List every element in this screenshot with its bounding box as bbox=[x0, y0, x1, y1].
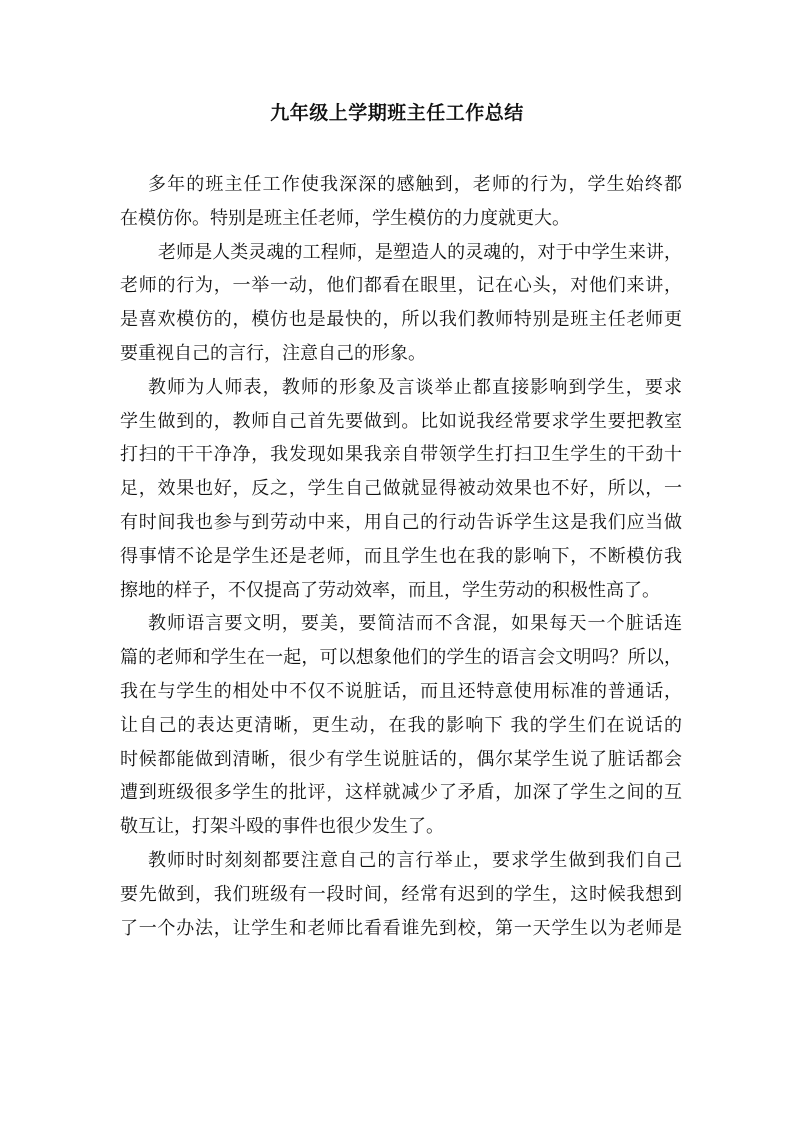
text-line: 多年的班主任工作使我深深的感触到，老师的行为，学生始终都 bbox=[148, 174, 682, 195]
text-line: 学生做到的，教师自己首先要做到。比如说我经常要求学生要把教室 bbox=[120, 410, 682, 432]
text-line: 擦地的样子，不仅提高了劳动效率，而且，学生劳动的积极性高了。 bbox=[120, 579, 660, 601]
text-line: 敬互让，打架斗殴的事件也很少发生了。 bbox=[120, 816, 444, 838]
text-line: 时候都能做到清晰，很少有学生说脏话的，偶尔某学生说了脏话都会 bbox=[120, 748, 682, 770]
text-line: 遭到班级很多学生的批评，这样就减少了矛盾，加深了学生之间的互 bbox=[120, 782, 682, 804]
text-line: 老师的行为，一举一动，他们都看在眼里，记在心头，对他们来讲， bbox=[120, 275, 682, 297]
text-line: 是喜欢模仿的，模仿也是最快的，所以我们教师特别是班主任老师更 bbox=[120, 309, 682, 331]
text-line: 了一个办法，让学生和老师比看看谁先到校，第一天学生以为老师是 bbox=[120, 917, 682, 939]
text-line: 教师语言要文明，要美，要简洁而不含混，如果每天一个脏话连 bbox=[148, 613, 682, 635]
text-line: 教师为人师表，教师的形象及言谈举止都直接影响到学生，要求 bbox=[148, 376, 682, 398]
text-line: 要重视自己的言行，注意自己的形象。 bbox=[120, 342, 426, 364]
text-line: 足，效果也好，反之，学生自己做就显得被动效果也不好，所以，一 bbox=[120, 478, 682, 500]
document-body bbox=[120, 168, 682, 945]
text-line: 打扫的干干净净，我发现如果我亲自带领学生打扫卫生学生的干劲十 bbox=[120, 444, 682, 466]
text-line: 我在与学生的相处中不仅不说脏话，而且还特意使用标准的普通话， bbox=[120, 680, 682, 702]
text-line: 要先做到，我们班级有一段时间，经常有迟到的学生，这时候我想到 bbox=[120, 883, 682, 905]
text-line: 老师是人类灵魂的工程师，是塑造人的灵魂的，对于中学生来讲， bbox=[158, 241, 682, 263]
text-line: 篇的老师和学生在一起，可以想象他们的学生的语言会文明吗？所以， bbox=[120, 647, 682, 669]
text-line: 教师时时刻刻都要注意自己的言行举止，要求学生做到我们自己 bbox=[148, 849, 682, 871]
text-line: 让自己的表达更清晰，更生动，在我的影响下 我的学生们在说话的 bbox=[120, 714, 682, 736]
text-line: 在模仿你。特别是班主任老师，学生模仿的力度就更大。 bbox=[120, 207, 570, 229]
text-line: 有时间我也参与到劳动中来，用自己的行动告诉学生这是我们应当做 bbox=[120, 511, 682, 533]
document-title: 九年级上学期班主任工作总结 bbox=[270, 102, 524, 124]
text-line: 得事情不论是学生还是老师，而且学生也在我的影响下，不断模仿我 bbox=[120, 545, 682, 567]
